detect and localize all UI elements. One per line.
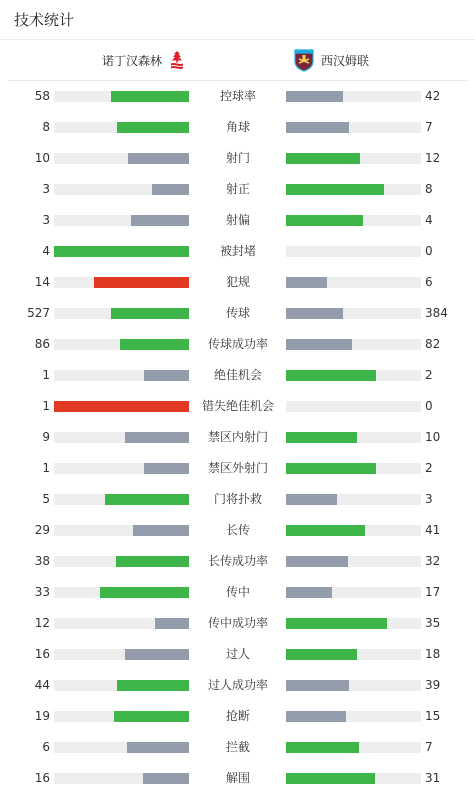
stat-row <box>0 515 475 546</box>
away-stat-fill <box>286 308 343 319</box>
stat-row <box>0 453 475 484</box>
stat-label: 角球 <box>225 120 250 134</box>
home-stat-bar <box>54 184 189 195</box>
home-stat-value: 1 <box>42 461 50 475</box>
home-stat-value: 3 <box>42 213 50 227</box>
home-stat-value: 1 <box>42 368 50 382</box>
stat-label: 射正 <box>225 182 250 196</box>
away-stat-fill <box>286 494 337 505</box>
stat-row <box>0 577 475 608</box>
stat-label: 传中成功率 <box>207 616 268 630</box>
stat-row <box>0 267 475 298</box>
home-stat-bar <box>54 711 189 722</box>
away-stat-bar <box>286 680 421 691</box>
away-stat-fill <box>286 215 363 226</box>
away-stat-bar <box>286 184 421 195</box>
home-stat-fill <box>155 618 189 629</box>
home-stat-value: 3 <box>42 182 50 196</box>
home-stat-value: 4 <box>42 244 50 258</box>
away-stat-value: 2 <box>425 368 433 382</box>
stat-row <box>0 205 475 236</box>
home-stat-value: 12 <box>34 616 50 630</box>
home-stat-value: 8 <box>42 120 50 134</box>
stat-row <box>0 484 475 515</box>
home-stat-bar <box>54 773 189 784</box>
home-stat-fill <box>94 277 189 288</box>
away-stat-value: 4 <box>425 213 433 227</box>
away-stat-value: 0 <box>425 399 433 413</box>
home-stat-value: 5 <box>42 492 50 506</box>
home-stat-fill <box>116 556 189 567</box>
stat-row <box>0 732 475 763</box>
away-stat-value: 8 <box>425 182 433 196</box>
away-stat-value: 3 <box>425 492 433 506</box>
away-stat-bar <box>286 711 421 722</box>
away-stat-bar <box>286 649 421 660</box>
home-stat-fill <box>111 91 189 102</box>
away-stat-bar <box>286 556 421 567</box>
stat-row <box>0 763 475 794</box>
away-stat-bar <box>286 370 421 381</box>
away-stat-value: 35 <box>425 616 441 630</box>
stat-label: 抢断 <box>225 709 250 723</box>
away-stat-bar <box>286 587 421 598</box>
home-stat-value: 44 <box>34 678 50 692</box>
away-stat-bar <box>286 742 421 753</box>
home-team[interactable] <box>102 40 184 80</box>
home-stat-fill <box>117 680 189 691</box>
away-stat-fill <box>286 153 360 164</box>
away-stat-value: 7 <box>425 120 433 134</box>
home-stat-bar <box>54 246 189 257</box>
home-stat-fill <box>143 773 189 784</box>
stat-row <box>0 81 475 112</box>
home-stat-bar <box>54 308 189 319</box>
away-stat-fill <box>286 463 376 474</box>
home-stat-fill <box>114 711 189 722</box>
away-stat-value: 10 <box>425 430 441 444</box>
away-stat-bar <box>286 91 421 102</box>
stats-header <box>0 0 475 40</box>
home-stat-value: 58 <box>34 89 50 103</box>
away-stat-bar <box>286 463 421 474</box>
away-stat-bar <box>286 246 421 257</box>
away-stat-fill <box>286 773 375 784</box>
teams-row <box>8 40 467 81</box>
away-stat-bar <box>286 277 421 288</box>
home-stat-fill <box>144 370 189 381</box>
home-stat-bar <box>54 463 189 474</box>
nottingham-forest-crest-icon <box>170 50 184 70</box>
stat-label: 被封堵 <box>219 244 256 258</box>
stat-row <box>0 143 475 174</box>
away-stat-fill <box>286 742 359 753</box>
stat-row <box>0 329 475 360</box>
away-stat-bar <box>286 773 421 784</box>
home-stat-value: 16 <box>34 647 50 661</box>
home-stat-bar <box>54 122 189 133</box>
home-stat-bar <box>54 370 189 381</box>
home-stat-bar <box>54 556 189 567</box>
stat-label: 门将扑救 <box>213 492 262 506</box>
away-stat-value: 82 <box>425 337 441 351</box>
page-title: 技术统计 <box>14 11 75 29</box>
away-stat-bar <box>286 618 421 629</box>
stat-label: 拦截 <box>225 740 250 754</box>
away-stat-value: 15 <box>425 709 441 723</box>
stat-label: 过人成功率 <box>207 678 268 692</box>
away-stat-fill <box>286 184 384 195</box>
home-stat-fill <box>111 308 189 319</box>
home-stat-value: 9 <box>42 430 50 444</box>
stat-row <box>0 360 475 391</box>
away-stat-bar <box>286 494 421 505</box>
away-stat-value: 12 <box>425 151 441 165</box>
away-stat-value: 31 <box>425 771 441 785</box>
away-stat-fill <box>286 91 343 102</box>
stat-label: 过人 <box>225 647 250 661</box>
stat-label: 解围 <box>225 771 250 785</box>
home-stat-fill <box>128 153 189 164</box>
stat-row <box>0 670 475 701</box>
home-stat-value: 33 <box>34 585 50 599</box>
away-stat-fill <box>286 618 387 629</box>
home-stat-value: 38 <box>34 554 50 568</box>
stat-row <box>0 639 475 670</box>
stat-label: 传球 <box>225 306 250 320</box>
away-stat-fill <box>286 432 357 443</box>
away-stat-value: 17 <box>425 585 441 599</box>
stat-label: 禁区外射门 <box>207 461 268 475</box>
away-stat-fill <box>286 587 332 598</box>
away-stat-bar <box>286 401 421 412</box>
home-stat-fill <box>152 184 189 195</box>
home-stat-fill <box>131 215 189 226</box>
home-stat-fill <box>144 463 189 474</box>
stat-label: 传球成功率 <box>207 337 268 351</box>
home-stat-fill <box>100 587 189 598</box>
away-stat-fill <box>286 339 352 350</box>
home-stat-bar <box>54 618 189 629</box>
away-team[interactable] <box>293 40 369 80</box>
away-team-name: 西汉姆联 <box>321 53 370 68</box>
home-stat-bar <box>54 91 189 102</box>
home-stat-value: 19 <box>34 709 50 723</box>
stat-row <box>0 701 475 732</box>
away-stat-value: 18 <box>425 647 441 661</box>
home-stat-value: 29 <box>34 523 50 537</box>
away-stat-value: 7 <box>425 740 433 754</box>
stat-label: 错失绝佳机会 <box>201 399 274 413</box>
away-stat-bar <box>286 308 421 319</box>
home-stat-bar <box>54 494 189 505</box>
away-stat-bar <box>286 122 421 133</box>
away-stat-fill <box>286 649 357 660</box>
stat-label: 控球率 <box>219 89 256 103</box>
away-stat-fill <box>286 556 348 567</box>
stat-label: 长传 <box>225 523 250 537</box>
stat-label: 禁区内射门 <box>207 430 268 444</box>
home-stat-fill <box>54 246 189 257</box>
away-stat-fill <box>286 711 346 722</box>
home-stat-bar <box>54 432 189 443</box>
away-stat-fill <box>286 525 365 536</box>
home-stat-bar <box>54 277 189 288</box>
home-stat-bar <box>54 742 189 753</box>
home-stat-value: 527 <box>27 306 50 320</box>
away-stat-value: 6 <box>425 275 433 289</box>
home-stat-bar <box>54 525 189 536</box>
home-stat-value: 6 <box>42 740 50 754</box>
home-stat-value: 10 <box>34 151 50 165</box>
stat-label: 射偏 <box>225 213 250 227</box>
stat-label: 犯规 <box>225 275 250 289</box>
away-stat-value: 2 <box>425 461 433 475</box>
away-stat-value: 0 <box>425 244 433 258</box>
home-stat-bar <box>54 680 189 691</box>
stat-label: 传中 <box>225 585 250 599</box>
stat-row <box>0 112 475 143</box>
home-stat-fill <box>105 494 189 505</box>
away-stat-fill <box>286 122 349 133</box>
away-stat-value: 41 <box>425 523 441 537</box>
home-stat-value: 86 <box>34 337 50 351</box>
stat-row <box>0 391 475 422</box>
away-stat-value: 32 <box>425 554 441 568</box>
home-stat-fill <box>125 649 189 660</box>
away-stat-bar <box>286 153 421 164</box>
home-stat-fill <box>117 122 189 133</box>
away-stat-fill <box>286 680 349 691</box>
away-stat-bar <box>286 432 421 443</box>
home-stat-fill <box>125 432 189 443</box>
home-stat-bar <box>54 649 189 660</box>
stat-label: 长传成功率 <box>207 554 268 568</box>
stat-label: 绝佳机会 <box>213 368 262 382</box>
stat-label: 射门 <box>225 151 250 165</box>
home-stat-value: 1 <box>42 399 50 413</box>
west-ham-crest-icon <box>293 48 315 72</box>
home-stat-fill <box>127 742 189 753</box>
stat-row <box>0 298 475 329</box>
stat-row <box>0 174 475 205</box>
away-stat-bar <box>286 215 421 226</box>
stat-row <box>0 546 475 577</box>
home-stat-fill <box>133 525 189 536</box>
away-stat-bar <box>286 339 421 350</box>
home-stat-bar <box>54 153 189 164</box>
home-stat-fill <box>120 339 189 350</box>
home-stat-bar <box>54 587 189 598</box>
home-stat-bar <box>54 339 189 350</box>
home-team-name: 诺丁汉森林 <box>102 53 163 68</box>
home-stat-bar <box>54 215 189 226</box>
away-stat-fill <box>286 277 327 288</box>
away-stat-value: 39 <box>425 678 441 692</box>
home-stat-fill <box>54 401 189 412</box>
away-stat-value: 384 <box>425 306 448 320</box>
away-stat-fill <box>286 370 376 381</box>
home-stat-value: 16 <box>34 771 50 785</box>
stat-row <box>0 422 475 453</box>
stat-row <box>0 236 475 267</box>
stat-row <box>0 608 475 639</box>
away-stat-bar <box>286 525 421 536</box>
away-stat-value: 42 <box>425 89 441 103</box>
home-stat-bar <box>54 401 189 412</box>
home-stat-value: 14 <box>34 275 50 289</box>
